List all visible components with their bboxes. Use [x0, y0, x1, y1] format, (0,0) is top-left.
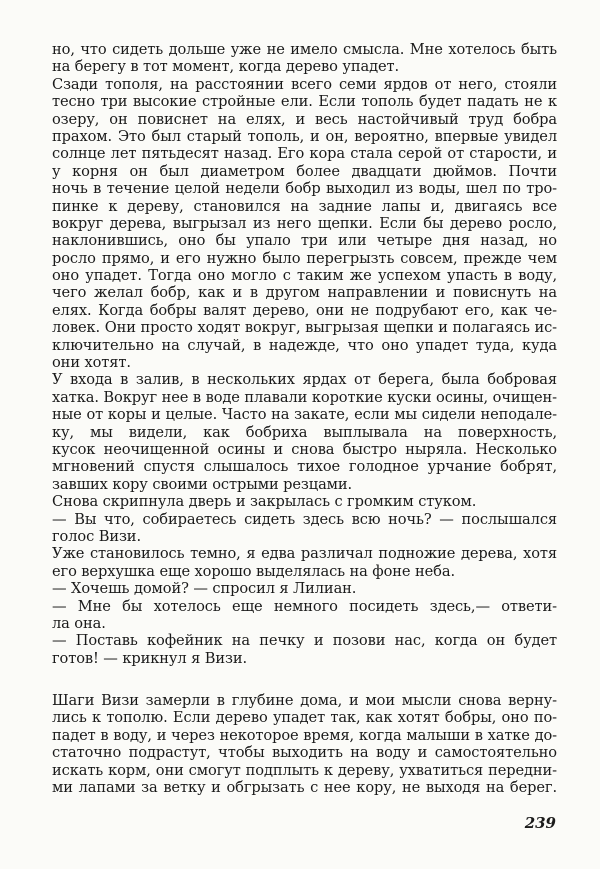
text-line: Сзади тополя, на расстоянии всего семи ярдов от него, стояли [52, 75, 557, 93]
text-line: голос Визи. [52, 527, 141, 545]
text-line: — Вы что, собираетесь сидеть здесь всю ночь? — послышался [52, 510, 557, 528]
text-line: они хотят. [52, 354, 131, 372]
text-line: Шаги Визи замерли в глубине дома, и мои мысли снова верну- [52, 692, 557, 709]
text-line: хатка. Вокруг нее в воде плавали короткие куски осины, очищен- [52, 388, 557, 406]
text-line: солнце лет пятьдесят назад. Его кора стала серой от старости, и [52, 145, 557, 163]
text-line: Снова скрипнула дверь и закрылась с громким стуком. [52, 493, 477, 511]
text-line: елях. Когда бобры валят дерево, они не подрубают его, как че- [52, 301, 557, 319]
text-line: лись к тополю. Если дерево упадет так, как хотят бобры, оно по- [52, 709, 557, 727]
text-line: пинке к дереву, становился на задние лапы и, двигаясь все [52, 197, 557, 215]
text-line: чего желал бобр, как и в другом направлении и повиснуть на [52, 284, 557, 302]
text-line: — Мне бы хотелось еще немного посидеть здесь,— ответи- [52, 597, 557, 615]
text-line: завших кору своими острыми резцами. [52, 475, 353, 493]
text-line: У входа в залив, в нескольких ярдах от берега, была бобровая [52, 371, 557, 389]
text-line: — Поставь кофейник на печку и позови нас, когда он будет [52, 632, 557, 650]
text-line: кусок неочищенной осины и снова быстро ныряла. Несколько [52, 440, 557, 458]
text-line: ла она. [52, 614, 106, 632]
text-line: тесно три высокие стройные ели. Если тополь будет падать не к [52, 93, 557, 111]
text-line: искать корм, они смогут подплыть к дереву, ухватиться передни- [52, 761, 557, 779]
text-line: Уже становилось темно, я едва различал подножие дерева, хотя [52, 545, 557, 563]
text-line: росло прямо, и его нужно было перегрызть совсем, прежде чем [52, 249, 557, 267]
text-line: ми лапами за ветку и обгрызать с нее кору, не выходя на берег. [52, 778, 557, 796]
text-line: ключительно на случай, в надежде, что оно упадет туда, куда [52, 336, 557, 354]
text-line: ночь в течение целой недели бобр выходил из воды, шел по тро- [52, 180, 557, 198]
text-line: — Хочешь домой? — спросил я Лилиан. [52, 580, 357, 598]
text-line: прахом. Это был старый тополь, и он, вероятно, впервые увидел [52, 127, 557, 145]
text-line: у корня он был диаметром более двадцати дюймов. Почти [52, 162, 557, 180]
text-line: его верхушка еще хорошо выделялась на фоне неба. [52, 562, 455, 580]
main-text-block [52, 41, 557, 667]
text-line: готов! — крикнул я Визи. [52, 649, 248, 667]
text-line: наклонившись, оно бы упало три или четыре дня назад, но [52, 232, 557, 250]
section-text-block [52, 692, 557, 796]
text-line: ку, мы видели, как бобриха выплывала на поверхность, [52, 423, 557, 441]
text-line: мгновений спустя слышалось тихое голодное урчание бобрят, [52, 458, 557, 476]
text-line: ловек. Они просто ходят вокруг, выгрызая щепки и полагаясь ис- [52, 319, 557, 337]
text-line: ные от коры и целые. Часто на закате, если мы сидели неподале- [52, 406, 557, 424]
text-line: озеру, он повиснет на елях, и весь настойчивый труд бобра [52, 110, 557, 128]
text-line: оно упадет. Тогда оно могло с таким же успехом упасть в воду, [52, 267, 557, 285]
page-number: 239 [524, 814, 556, 832]
text-line: вокруг дерева, выгрызал из него щепки. Если бы дерево росло, [52, 214, 557, 232]
text-line: падет в воду, и через некоторое время, когда малыши в хатке до- [52, 726, 557, 744]
text-line: но, что сидеть дольше уже не имело смысла. Мне хотелось быть [52, 41, 557, 58]
text-line: статочно подрастут, чтобы выходить на воду и самостоятельно [52, 744, 557, 762]
text-line: на берегу в тот момент, когда дерево упадет. [52, 58, 400, 76]
